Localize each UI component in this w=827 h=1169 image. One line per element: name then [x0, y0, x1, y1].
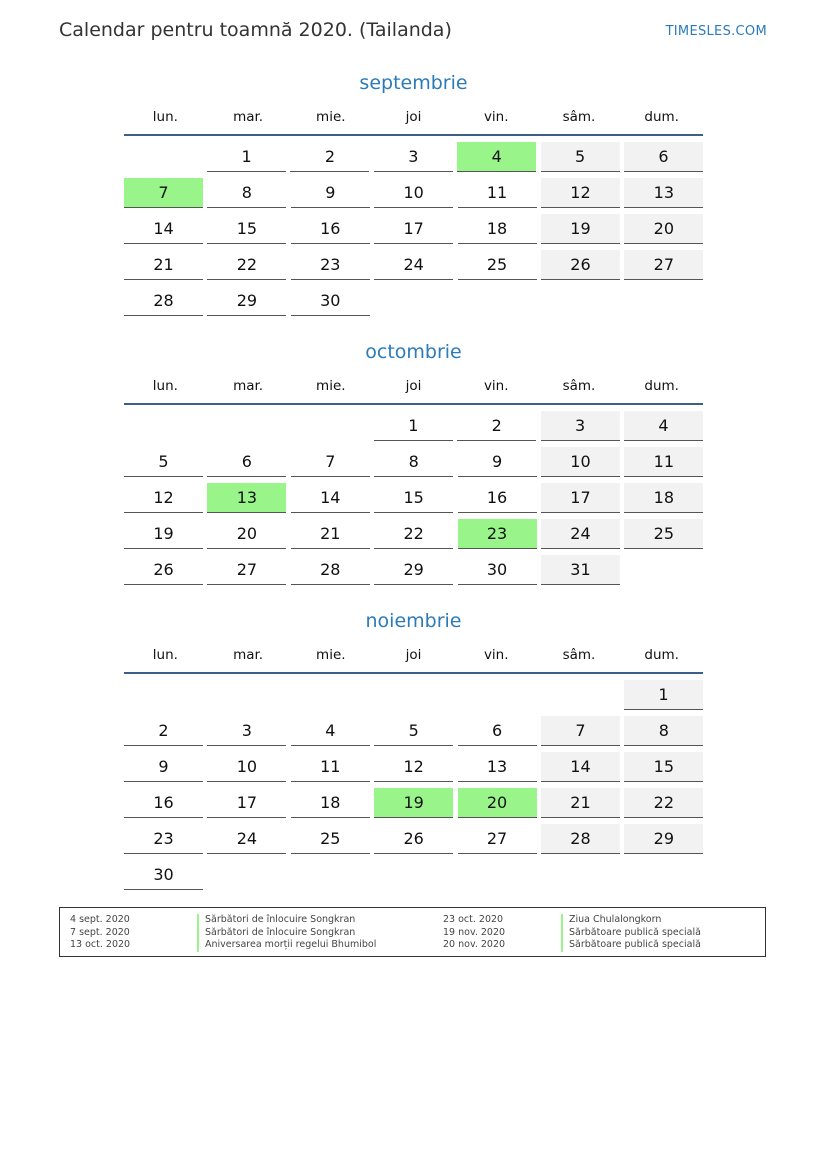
- day-cell: 3: [541, 411, 620, 441]
- day-cell: 18: [624, 483, 703, 513]
- day-cell: 20: [207, 519, 286, 549]
- day-cell: 29: [207, 286, 286, 316]
- day-slot: [291, 555, 370, 585]
- day-slot: [457, 860, 536, 890]
- week-row: [124, 716, 703, 752]
- day-cell: 1: [207, 142, 286, 172]
- day-slot: [541, 483, 620, 513]
- day-slot: [374, 555, 453, 585]
- day-cell: 30: [291, 286, 370, 316]
- day-cell: 21: [541, 788, 620, 818]
- day-cell: 23: [291, 250, 370, 280]
- holiday-day-cell: 4: [457, 142, 536, 172]
- day-slot: [541, 555, 620, 585]
- day-cell: 1: [624, 680, 703, 710]
- day-slot: [124, 519, 203, 549]
- day-cell: 22: [624, 788, 703, 818]
- day-slot: [291, 788, 370, 818]
- legend-holiday-name: Sărbători de înlocuire Songkran: [197, 927, 376, 940]
- weekday-label: joi: [405, 109, 422, 125]
- day-slot: [541, 411, 620, 441]
- day-cell: 17: [374, 214, 453, 244]
- day-slot: [207, 483, 286, 513]
- day-slot: [207, 447, 286, 477]
- weekday-label: sâm.: [562, 109, 596, 125]
- day-slot: [124, 483, 203, 513]
- day-slot: [207, 752, 286, 782]
- day-cell: 16: [291, 214, 370, 244]
- weekday-label: mie.: [316, 647, 346, 663]
- day-cell: 17: [207, 788, 286, 818]
- day-slot: [541, 519, 620, 549]
- day-cell: 9: [291, 178, 370, 208]
- month-octombrie: [124, 339, 703, 591]
- day-cell: 9: [458, 447, 537, 477]
- day-cell: 2: [290, 142, 369, 172]
- day-slot: [458, 250, 537, 280]
- week-row: [124, 752, 703, 788]
- legend-date: 19 nov. 2020: [443, 926, 506, 938]
- day-cell: 7: [291, 447, 370, 477]
- day-cell: 4: [624, 411, 703, 441]
- day-slot: [624, 752, 703, 782]
- day-cell: 29: [624, 824, 703, 854]
- week-row: [124, 519, 703, 555]
- day-cell: 23: [124, 824, 203, 854]
- weekday-label: lun.: [152, 647, 178, 663]
- day-cell: 11: [291, 752, 370, 782]
- weekday-label: dum.: [644, 378, 679, 394]
- day-slot: [207, 178, 286, 208]
- day-cell: 16: [458, 483, 537, 513]
- weekday-label: mie.: [316, 378, 346, 394]
- day-cell: 4: [291, 716, 370, 746]
- day-slot: [624, 860, 703, 890]
- day-cell: 14: [541, 752, 620, 782]
- day-slot: [291, 483, 370, 513]
- day-slot: [374, 447, 453, 477]
- day-slot: [207, 860, 286, 890]
- week-row: [124, 286, 703, 322]
- day-slot: [541, 214, 620, 244]
- day-cell: 2: [457, 411, 536, 441]
- day-cell: 22: [374, 519, 453, 549]
- day-slot: [290, 142, 369, 172]
- weekday-label: dum.: [644, 109, 679, 125]
- day-slot: [541, 142, 620, 172]
- day-cell: 19: [541, 214, 620, 244]
- day-cell: 26: [541, 250, 620, 280]
- week-row: [124, 860, 703, 896]
- day-cell: 1: [374, 411, 453, 441]
- day-slot: [458, 824, 537, 854]
- day-slot: [458, 716, 537, 746]
- month-divider: [124, 403, 703, 405]
- legend-holiday-name: Sărbătoare publică specială: [561, 939, 701, 952]
- legend-date: 20 nov. 2020: [443, 939, 506, 950]
- day-slot: [291, 680, 370, 710]
- day-slot: [624, 555, 703, 585]
- weekday-label: sâm.: [562, 647, 596, 663]
- week-row: [124, 142, 703, 178]
- month-title: noiembrie: [365, 610, 462, 632]
- day-cell: 26: [374, 824, 453, 854]
- day-cell: 24: [541, 519, 620, 549]
- day-slot: [374, 178, 453, 208]
- day-slot: [458, 788, 537, 818]
- day-cell: 29: [374, 555, 453, 585]
- day-slot: [124, 555, 203, 585]
- day-cell: 10: [207, 752, 286, 782]
- day-cell: 19: [124, 519, 203, 549]
- day-slot: [374, 483, 453, 513]
- day-cell: 9: [124, 752, 203, 782]
- day-slot: [374, 860, 453, 890]
- day-slot: [624, 716, 703, 746]
- holiday-day-cell: 13: [207, 483, 286, 513]
- day-slot: [458, 483, 537, 513]
- month-title: septembrie: [359, 72, 468, 94]
- day-slot: [207, 214, 286, 244]
- day-cell: 5: [541, 142, 620, 172]
- weekday-label: vin.: [483, 109, 509, 125]
- week-row: [124, 178, 703, 214]
- day-slot: [458, 214, 537, 244]
- day-cell: 14: [124, 214, 203, 244]
- day-slot: [457, 411, 536, 441]
- day-slot: [541, 178, 620, 208]
- weekday-label: vin.: [483, 378, 509, 394]
- day-cell: 24: [207, 824, 286, 854]
- day-slot: [291, 447, 370, 477]
- day-slot: [624, 142, 703, 172]
- day-cell: 7: [541, 716, 620, 746]
- day-slot: [624, 411, 703, 441]
- day-slot: [457, 680, 536, 710]
- day-slot: [541, 286, 620, 316]
- day-cell: 21: [291, 519, 370, 549]
- day-cell: 30: [458, 555, 537, 585]
- legend-dates-left: [70, 914, 130, 952]
- day-slot: [291, 519, 370, 549]
- day-cell: 11: [624, 447, 703, 477]
- day-slot: [374, 680, 453, 710]
- weekday-header: [124, 643, 703, 667]
- weekday-label: mie.: [316, 109, 346, 125]
- week-row: [124, 824, 703, 860]
- day-cell: 8: [624, 716, 703, 746]
- day-slot: [124, 447, 203, 477]
- day-cell: 3: [207, 716, 286, 746]
- day-slot: [124, 824, 203, 854]
- day-cell: 26: [124, 555, 203, 585]
- legend-date: 7 sept. 2020: [70, 926, 130, 938]
- week-row: [124, 214, 703, 250]
- day-cell: 15: [374, 483, 453, 513]
- day-slot: [541, 716, 620, 746]
- day-cell: 28: [124, 286, 203, 316]
- day-slot: [374, 286, 453, 316]
- day-slot: [541, 250, 620, 280]
- day-slot: [207, 411, 286, 441]
- day-slot: [207, 824, 286, 854]
- weekday-label: joi: [405, 378, 422, 394]
- day-cell: 3: [374, 142, 453, 172]
- day-cell: 18: [291, 788, 370, 818]
- day-cell: 27: [458, 824, 537, 854]
- day-cell: 25: [291, 824, 370, 854]
- month-title: octombrie: [365, 341, 462, 363]
- day-cell: 8: [207, 178, 286, 208]
- weekday-label: joi: [405, 647, 422, 663]
- day-cell: 6: [624, 142, 703, 172]
- holiday-day-cell: 7: [124, 178, 203, 208]
- weekday-label: mar.: [233, 378, 264, 394]
- day-slot: [124, 752, 203, 782]
- day-cell: 15: [624, 752, 703, 782]
- legend-date: 4 sept. 2020: [70, 914, 130, 925]
- day-cell: 12: [541, 178, 620, 208]
- day-slot: [374, 214, 453, 244]
- day-slot: [207, 788, 286, 818]
- month-divider: [124, 134, 703, 136]
- day-cell: 31: [541, 555, 620, 585]
- legend-date: 23 oct. 2020: [443, 914, 504, 925]
- day-cell: 16: [124, 788, 203, 818]
- day-slot: [374, 788, 453, 818]
- day-slot: [124, 411, 203, 441]
- day-cell: 25: [624, 519, 703, 549]
- day-slot: [291, 178, 370, 208]
- day-cell: 30: [124, 860, 203, 890]
- day-slot: [374, 824, 453, 854]
- day-slot: [124, 142, 203, 172]
- day-cell: 24: [374, 250, 453, 280]
- day-cell: 10: [541, 447, 620, 477]
- day-cell: 2: [124, 716, 203, 746]
- weekday-header: [124, 374, 703, 398]
- day-cell: 12: [124, 483, 203, 513]
- day-slot: [458, 555, 537, 585]
- day-slot: [124, 860, 203, 890]
- week-row: [124, 483, 703, 519]
- day-cell: 12: [374, 752, 453, 782]
- day-slot: [541, 860, 620, 890]
- day-cell: 17: [541, 483, 620, 513]
- day-cell: 27: [207, 555, 286, 585]
- day-cell: 22: [207, 250, 286, 280]
- weekday-label: vin.: [483, 647, 509, 663]
- day-slot: [624, 519, 703, 549]
- day-slot: [374, 752, 453, 782]
- day-slot: [124, 250, 203, 280]
- day-slot: [291, 411, 370, 441]
- day-cell: 20: [624, 214, 703, 244]
- day-slot: [124, 716, 203, 746]
- day-cell: 5: [124, 447, 203, 477]
- weekday-label: mar.: [233, 109, 264, 125]
- day-slot: [458, 447, 537, 477]
- day-cell: 28: [291, 555, 370, 585]
- day-slot: [374, 411, 453, 441]
- day-slot: [624, 788, 703, 818]
- legend-holiday-name: Sărbători de înlocuire Songkran: [197, 914, 376, 927]
- week-row: [124, 680, 703, 716]
- day-slot: [374, 142, 453, 172]
- weekday-label: lun.: [152, 109, 178, 125]
- day-slot: [207, 716, 286, 746]
- day-slot: [291, 860, 370, 890]
- day-slot: [124, 178, 203, 208]
- day-slot: [207, 555, 286, 585]
- week-row: [124, 250, 703, 286]
- day-cell: 27: [624, 250, 703, 280]
- day-slot: [207, 286, 286, 316]
- day-cell: 28: [541, 824, 620, 854]
- month-divider: [124, 672, 703, 674]
- day-slot: [124, 680, 203, 710]
- weekday-header: [124, 105, 703, 129]
- legend-date: 13 oct. 2020: [70, 939, 131, 950]
- day-slot: [624, 286, 703, 316]
- holiday-day-cell: 19: [374, 788, 453, 818]
- day-cell: 18: [458, 214, 537, 244]
- day-slot: [624, 447, 703, 477]
- legend-names-left: [197, 914, 376, 952]
- day-slot: [457, 286, 536, 316]
- day-cell: 21: [124, 250, 203, 280]
- day-slot: [624, 483, 703, 513]
- day-slot: [291, 214, 370, 244]
- week-row: [124, 411, 703, 447]
- day-cell: 11: [458, 178, 537, 208]
- weekday-label: sâm.: [562, 378, 596, 394]
- day-slot: [624, 824, 703, 854]
- day-cell: 5: [374, 716, 453, 746]
- day-slot: [207, 519, 286, 549]
- week-row: [124, 788, 703, 824]
- holiday-legend: [59, 907, 766, 957]
- month-noiembrie: [124, 608, 703, 896]
- day-slot: [291, 824, 370, 854]
- day-slot: [458, 178, 537, 208]
- legend-holiday-name: Ziua Chulalongkorn: [561, 914, 701, 927]
- day-slot: [374, 519, 453, 549]
- day-slot: [291, 752, 370, 782]
- day-slot: [624, 178, 703, 208]
- day-slot: [458, 752, 537, 782]
- day-slot: [541, 752, 620, 782]
- day-slot: [291, 250, 370, 280]
- day-slot: [624, 214, 703, 244]
- day-cell: 6: [458, 716, 537, 746]
- day-slot: [541, 824, 620, 854]
- holiday-day-cell: 23: [458, 519, 537, 549]
- day-slot: [124, 286, 203, 316]
- day-slot: [624, 250, 703, 280]
- day-slot: [541, 680, 620, 710]
- legend-dates-right: [443, 914, 505, 952]
- day-cell: 25: [458, 250, 537, 280]
- site-link[interactable]: TIMESLES.COM: [665, 24, 767, 39]
- weekday-label: dum.: [644, 647, 679, 663]
- weekday-label: lun.: [152, 378, 178, 394]
- day-slot: [541, 788, 620, 818]
- day-cell: 8: [374, 447, 453, 477]
- day-cell: 14: [291, 483, 370, 513]
- legend-holiday-name: Sărbătoare publică specială: [561, 927, 701, 940]
- day-cell: 13: [624, 178, 703, 208]
- legend-holiday-name: Aniversarea morții regelui Bhumibol: [197, 939, 376, 952]
- day-slot: [207, 250, 286, 280]
- day-cell: 10: [374, 178, 453, 208]
- day-cell: 13: [458, 752, 537, 782]
- week-row: [124, 447, 703, 483]
- legend-names-right: [561, 914, 701, 952]
- day-slot: [124, 214, 203, 244]
- day-slot: [291, 716, 370, 746]
- day-slot: [207, 680, 286, 710]
- day-slot: [374, 716, 453, 746]
- day-cell: 6: [207, 447, 286, 477]
- holiday-day-cell: 20: [458, 788, 537, 818]
- weekday-label: mar.: [233, 647, 264, 663]
- day-slot: [624, 680, 703, 710]
- day-slot: [458, 519, 537, 549]
- day-slot: [207, 142, 286, 172]
- day-slot: [541, 447, 620, 477]
- day-slot: [124, 788, 203, 818]
- day-slot: [291, 286, 370, 316]
- day-cell: 15: [207, 214, 286, 244]
- day-slot: [374, 250, 453, 280]
- day-slot: [457, 142, 536, 172]
- week-row: [124, 555, 703, 591]
- page-title: Calendar pentru toamnă 2020. (Tailanda): [59, 19, 452, 41]
- month-septembrie: [124, 70, 703, 322]
